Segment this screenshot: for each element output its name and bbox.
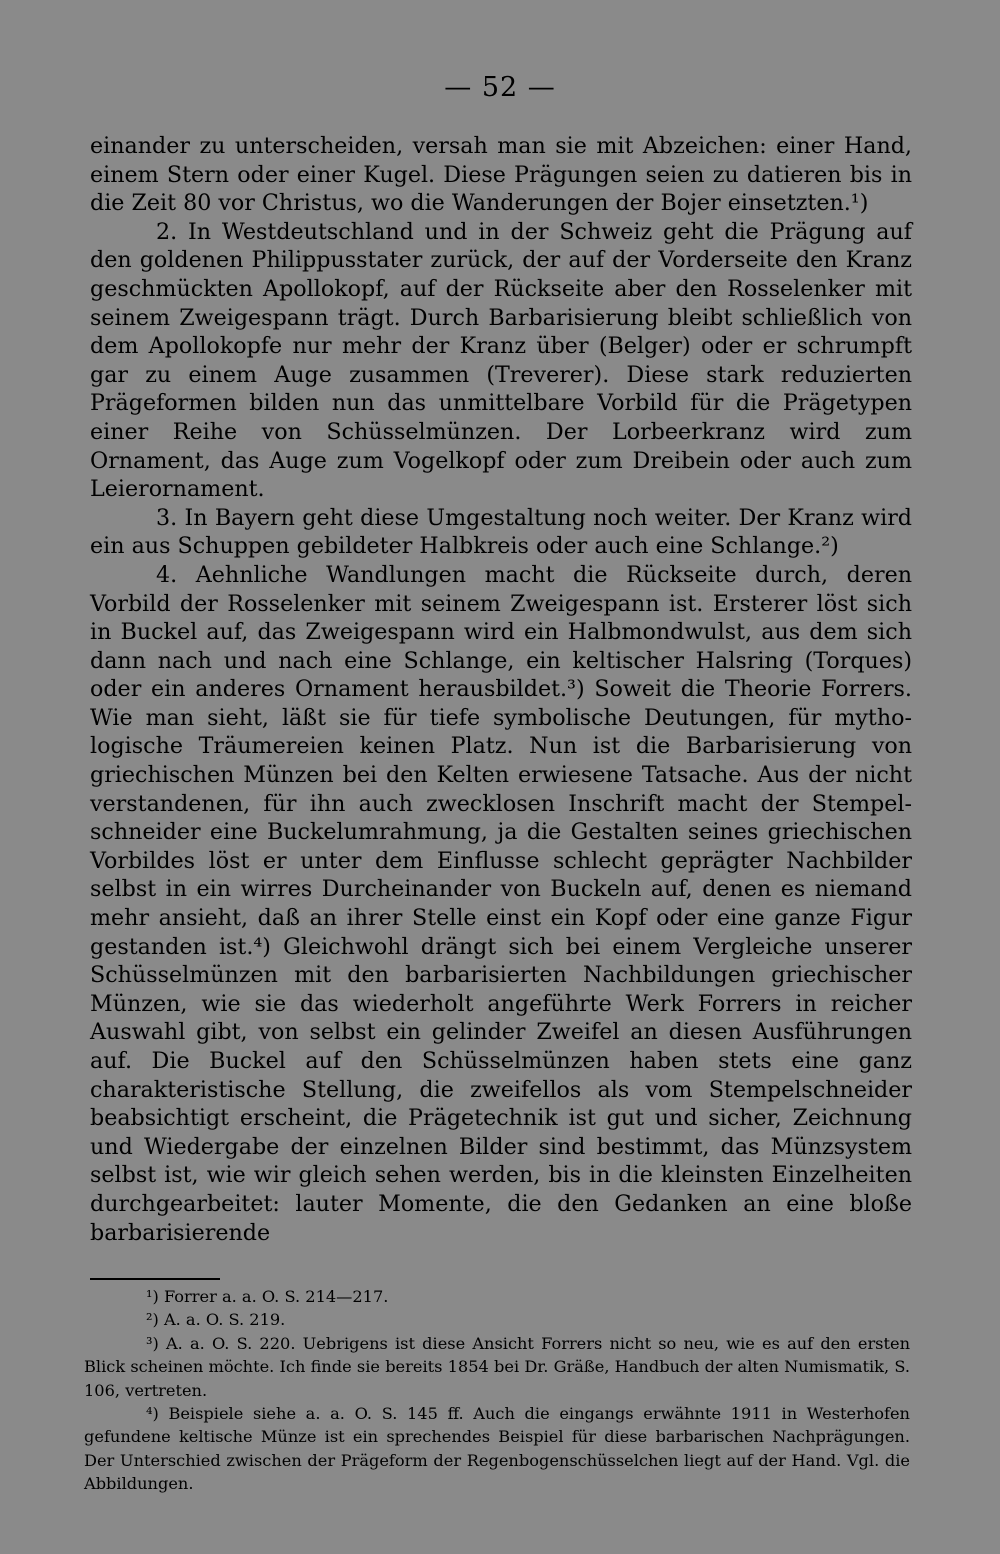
paragraph-4: 4. Aehnliche Wandlungen macht die Rückseite durch, deren Vorbild der Rosselenker mit seinem Zweigespann ist. Ersterer löst sich in Buckel auf, das Zweigespann wird ein Halbmondwulst, aus dem sich dann nach und nach eine Schlange, ein keltischer Halsring (Torques) oder ein anderes Ornament herausbildet.³) Soweit die Theorie Forrers. Wie man sieht, läßt sie für tiefe symbolische Deutungen, für mythologische Träumereien keinen Platz. Nun ist die Barbarisierung von griechischen Münzen bei den Kelten erwiesene Tatsache. Aus der nicht verstandenen, für ihn auch zwecklosen Inschrift macht der Stempelschneider eine Buckelumrahmung, ja die Gestalten seines griechischen Vorbildes löst er unter dem Einflusse schlecht geprägter Nachbilder selbst in ein wirres Durcheinander von Buckeln auf, denen es niemand mehr ansieht, daß an ihrer Stelle einst ein Kopf oder eine ganze Figur gestanden ist.⁴) Gleichwohl drängt sich bei einem Vergleiche unserer Schüsselmünzen mit den barbarisierten Nachbildungen griechischer Münzen, wie sie das wiederholt angeführte Werk Forrers in reicher Auswahl gibt, von selbst ein gelinder Zweifel an diesen Ausführungen auf. Die Buckel auf den Schüsselmünzen haben stets eine ganz charakteristische Stellung, die zweifellos als vom Stempelschneider beabsichtigt erscheint, die Prägetechnik ist gut und sicher, Zeichnung und Wiedergabe der einzelnen Bilder sind bestimmt, das Münzsystem selbst ist, wie wir gleich sehen werden, bis in die kleinsten Einzelheiten durchgearbeitet: lauter Momente, die den Gedanken an eine bloße barbarisierende <box>90 561 912 1246</box>
paragraph-continuation: einander zu unterscheiden, versah man sie mit Abzeichen: einer Hand, einem Stern oder einer Kugel. Diese Prägungen seien zu datieren bis in die Zeit 80 vor Christus, wo die Wanderungen der Bojer einsetzten.¹) <box>90 133 912 217</box>
footnote-3: ³) A. a. O. S. 220. Uebrigens ist diese Ansicht Forrers nicht so neu, wie es auf den ersten Blick scheinen möchte. Ich finde sie bereits 1854 bei Dr. Gräße, Handbuch der alten Numismatik, S. 106, vertreten. <box>84 1333 910 1400</box>
footnotes <box>84 1285 910 1496</box>
main-text <box>90 132 912 1247</box>
paragraph-2: 2. In Westdeutschland und in der Schweiz geht die Prägung auf den goldenen Philippusstater zurück, der auf der Vorderseite den Kranz geschmückten Apollokopf, auf der Rückseite aber den Rosselenker mit seinem Zweigespann trägt. Durch Barbarisierung bleibt schließlich von dem Apollokopfe nur mehr der Kranz über (Belger) oder er schrumpft gar zu einem Auge zusammen (Treverer). Diese stark reduzierten Prägeformen bilden nun das unmittelbare Vorbild für die Prägetypen einer Reihe von Schüsselmünzen. Der Lorbeerkranz wird zum Ornament, das Auge zum Vogelkopf oder zum Dreibein oder auch zum Leierornament. <box>90 218 912 503</box>
page-number: — 52 — <box>444 72 556 103</box>
footnote-4: ⁴) Beispiele siehe a. a. O. S. 145 ff. Auch die eingangs erwähnte 1911 in Westerhofen gefundene keltische Münze ist ein sprechendes Beispiel für diese barbarischen Nachprägungen. Der Unterschied zwischen der Prägeform der Regenbogenschüsselchen liegt auf der Hand. Vgl. die Abbildungen. <box>84 1404 910 1494</box>
footnote-2: ²) A. a. O. S. 219. <box>146 1310 286 1330</box>
footnote-divider <box>90 1278 220 1280</box>
footnote-1: ¹) Forrer a. a. O. S. 214—217. <box>146 1287 389 1306</box>
paragraph-3: 3. In Bayern geht diese Umgestaltung noch weiter. Der Kranz wird ein aus Schuppen gebildeter Halbkreis oder auch eine Schlange.²) <box>90 504 912 560</box>
